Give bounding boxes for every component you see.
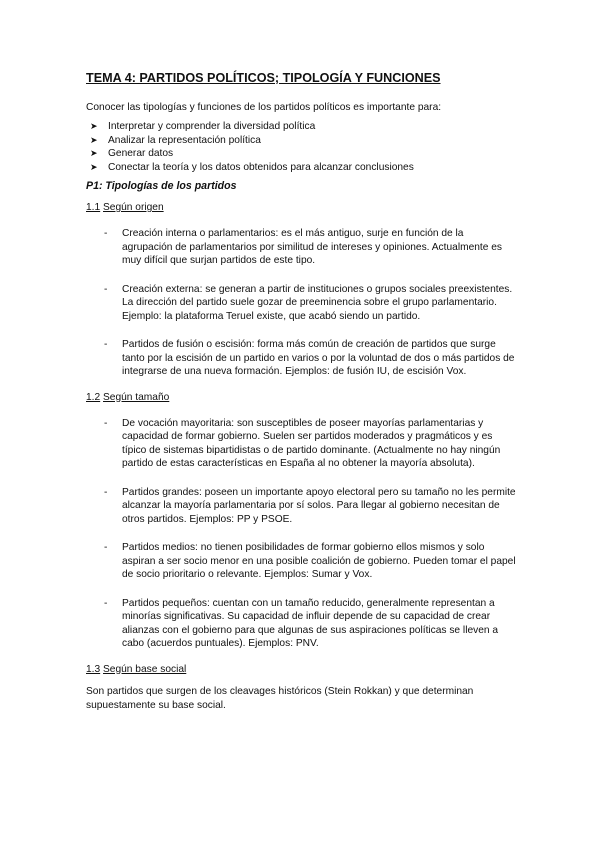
item-text: Creación externa: se generan a partir de instituciones o grupos sociales preexistentes. La dirección del partido suele gozar de preeminencia sobre el grupo parlamentario. Ejemplo: la plataforma Teruel existe, que acabó siendo un partido. <box>122 283 513 322</box>
section-title: Según origen <box>103 202 164 213</box>
bullet-text: Conectar la teoría y los datos obtenidos para alcanzar conclusiones <box>108 161 414 173</box>
arrowhead-bullet-icon: ➤ <box>90 148 98 158</box>
section-heading-origen <box>86 201 516 215</box>
dash-marker: - <box>104 228 108 239</box>
document-page <box>86 70 516 713</box>
list-item <box>86 338 516 379</box>
dash-marker: - <box>104 597 108 609</box>
list-item <box>86 147 516 161</box>
section-number: 1.3 <box>86 663 101 675</box>
section-heading-base-social <box>86 663 516 677</box>
item-text: De vocación mayoritaria: son susceptibles de poseer mayorías parlamentarias y capacidad de formar gobierno. Suelen ser partidos moderados y pragmáticos y es típico de sistemas bipartidistas o de partido dominante. (Actualmente no hay ningún partido de estas características en España al no obtener la mayoría absoluta). <box>122 417 501 469</box>
item-text: Creación interna o parlamentarios: es el más antiguo, surje en función de la agrupación de parlamentarios por similitud de intereses y opiniones. Actualmente es muy difícil que surjan partidos de este tipo. <box>122 228 502 266</box>
intro-text: Conocer las tipologías y funciones de los partidos políticos es importante para: <box>86 102 442 113</box>
section-title: Según tamaño <box>103 391 170 403</box>
arrowhead-bullet-icon: ➤ <box>90 161 98 172</box>
list-item <box>86 597 516 651</box>
arrowhead-bullet-icon: ➤ <box>90 134 98 145</box>
item-text: Partidos grandes: poseen un importante apoyo electoral pero su tamaño no les permite alcanzar la mayoría parlamentaria por sí solos. Para llegar al gobierno necesitan de otros partidos. Ejemplos: PP y PSOE. <box>122 486 516 525</box>
section-list-tamano <box>86 417 516 651</box>
arrowhead-bullet-icon: ➤ <box>90 121 98 131</box>
list-item <box>86 227 516 268</box>
dash-marker: - <box>104 283 108 295</box>
dash-marker: - <box>104 542 108 553</box>
bullet-text: Generar datos <box>108 148 174 159</box>
dash-marker: - <box>104 339 108 350</box>
item-text: Partidos medios: no tienen posibilidades de formar gobierno ellos mismos y solo aspiran a ser socio menor en una posible coalición de gobierno. Pueden tomar el papel de socio prioritario o relevante. Ejemplos: Sumar y Vox. <box>122 542 516 580</box>
list-item <box>86 541 516 582</box>
part-heading: P1: Tipologías de los partidos <box>86 180 237 192</box>
dash-marker: - <box>104 486 108 498</box>
list-item <box>86 417 516 471</box>
item-text: Partidos pequeños: cuentan con un tamaño reducido, generalmente representan a minorías significativas. Su capacidad de influir depende de su capacidad de crear alianzas con el gobierno para que algunas de sus aspiraciones políticas se lleven a cabo (acuerdos puntuales). Ejemplos: PNV. <box>122 597 499 649</box>
list-item <box>86 161 516 175</box>
item-text: Partidos de fusión o escisión: forma más común de creación de partidos que surge tanto por la escisión de un partido en varios o por la voluntad de dos o más partidos de integrarse de una nueva formación. Ejemplos: de fusión IU, de escisión Vox. <box>122 339 515 377</box>
section-number: 1.2 <box>86 391 101 403</box>
list-item <box>86 283 516 324</box>
bullet-text: Interpretar y comprender la diversidad política <box>108 121 316 132</box>
section-paragraph: Son partidos que surgen de los cleavages históricos (Stein Rokkan) y que determinan supuestamente su base social. <box>86 685 474 711</box>
list-item <box>86 120 516 134</box>
section-list-origen <box>86 227 516 379</box>
dash-marker: - <box>104 417 108 429</box>
bullet-list <box>86 120 516 174</box>
section-title: Según base social <box>103 663 187 675</box>
section-number: 1.1 <box>86 202 101 213</box>
bullet-text: Analizar la representación política <box>108 134 261 146</box>
list-item <box>86 134 516 148</box>
document-title: TEMA 4: PARTIDOS POLÍTICOS; TIPOLOGÍA Y FUNCIONES <box>86 71 441 85</box>
section-heading-tamano <box>86 391 516 405</box>
list-item <box>86 486 516 527</box>
